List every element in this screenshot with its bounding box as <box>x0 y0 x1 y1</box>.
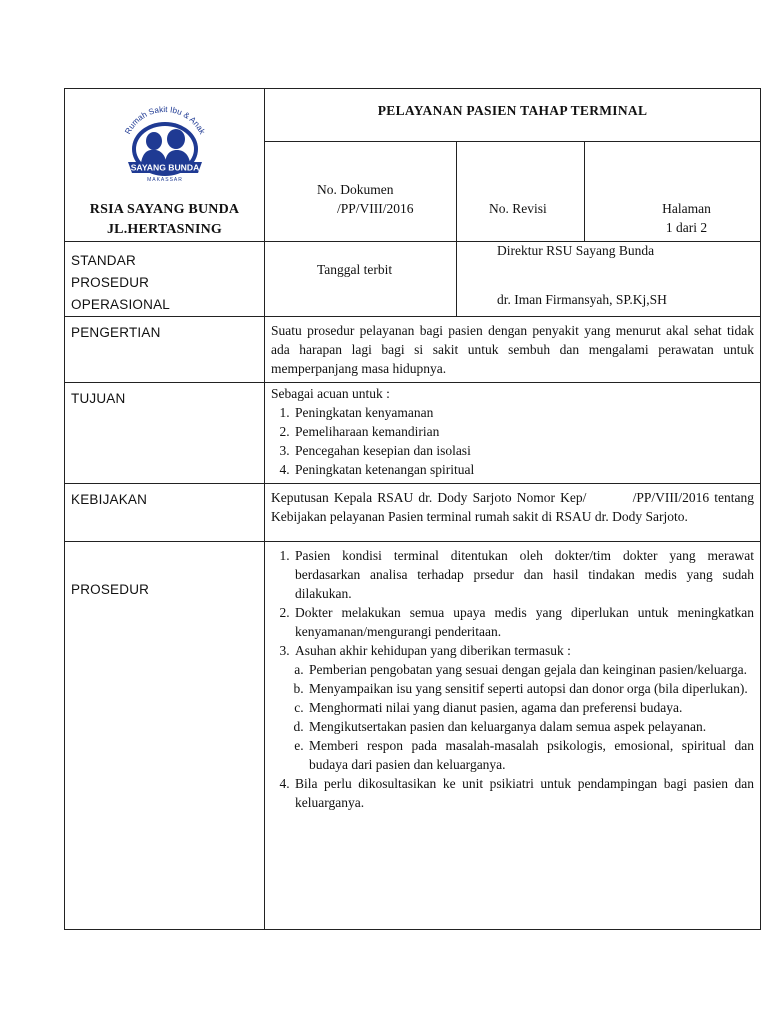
mother-child-logo-icon <box>116 105 214 189</box>
document-number-cell <box>265 142 457 242</box>
sop-document <box>64 88 760 930</box>
list-item <box>293 641 754 774</box>
list-item: 4. Peningkatan ketenangan spiritual <box>293 460 754 479</box>
list-item: 1. Peningkatan kenyamanan <box>293 403 754 422</box>
prosedur-label-cell <box>65 542 265 930</box>
list-item: b. Menyampaikan isu yang sensitif seperti autopsi dan donor orga (bila diperlukan). <box>307 679 754 698</box>
director-title: Direktur RSU Sayang Bunda <box>497 243 655 258</box>
logo-top-text: Rumah Sakit Ibu & Anak <box>122 105 207 136</box>
list-item: 2. Dokter melakukan semua upaya medis yang diperlukan untuk meningkatkan kenyamanan/mengurangi penderitaan. <box>293 603 754 641</box>
kebijakan-text: Keputusan Kepala RSAU dr. Dody Sarjoto Nomor Kep/ /PP/VIII/2016 tentang Kebijakan pelayanan Pasien terminal rumah sakit di RSAU dr. Dody Sarjoto. <box>265 484 761 542</box>
director-cell <box>457 242 761 317</box>
list-item: c. Menghormati nilai yang dianut pasien, agama dan preferensi budaya. <box>307 698 754 717</box>
sop-table <box>64 88 761 930</box>
hospital-header-cell <box>65 89 265 242</box>
tujuan-intro: Sebagai acuan untuk : <box>271 386 390 401</box>
pengertian-label: PENGERTIAN <box>65 317 265 383</box>
list-item: 2. Pemeliharaan kemandirian <box>293 422 754 441</box>
page-value: 1 dari 2 <box>665 220 708 235</box>
page-cell <box>585 142 761 242</box>
document-number-value: /PP/VIII/2016 <box>337 201 414 216</box>
sop-label-3: OPERASIONAL <box>71 297 170 312</box>
logo-bottom-text: MAKASSAR <box>146 177 183 183</box>
page-label: Halaman <box>662 201 711 216</box>
revision-label: No. Revisi <box>489 201 547 216</box>
pengertian-text: Suatu prosedur pelayanan bagi pasien dengan penyakit yang menurut akal sehat tidak ada harapan lagi bagi si sakit untuk sembuh dan mengalami perawatan untuk memperpanjang masa hidupnya. <box>265 317 761 383</box>
document-number-label: No. Dokumen <box>317 182 394 197</box>
list-item: d. Mengikutsertakan pasien dan keluarganya dalam semua aspek pelayanan. <box>307 717 754 736</box>
logo-brand-text: SAYANG BUNDA <box>130 162 199 173</box>
sop-label-cell <box>65 242 265 317</box>
revision-cell <box>457 142 585 242</box>
list-item: a. Pemberian pengobatan yang sesuai dengan gejala dan keinginan pasien/keluarga. <box>307 660 754 679</box>
tujuan-label: TUJUAN <box>65 383 265 484</box>
director-name: dr. Iman Firmansyah, SP.Kj,SH <box>497 292 667 307</box>
kebijakan-label: KEBIJAKAN <box>65 484 265 542</box>
prosedur-label: PROSEDUR <box>71 582 150 597</box>
tujuan-list <box>271 403 754 479</box>
list-item: e. Memberi respon pada masalah-masalah psikologis, emosional, spiritual dan budaya dari pasien dan keluarganya. <box>307 736 754 774</box>
document-title: PELAYANAN PASIEN TAHAP TERMINAL <box>265 89 761 142</box>
prosedur-sublist <box>291 660 754 774</box>
prosedur-list <box>271 546 754 812</box>
tujuan-content <box>265 383 761 484</box>
prosedur-content <box>265 542 761 930</box>
prosedur-item3-text: Asuhan akhir kehidupan yang diberikan termasuk : <box>295 643 571 658</box>
sop-label-1: STANDAR <box>71 253 136 268</box>
list-item: 4. Bila perlu dikosultasikan ke unit psikiatri untuk pendampingan bagi pasien dan keluarganya. <box>293 774 754 812</box>
list-item: 1. Pasien kondisi terminal ditentukan oleh dokter/tim dokter yang merawat berdasarkan analisa terhadap prsedur dan hasil tindakan medis yang sudah dilakukan. <box>293 546 754 603</box>
list-item: 3. Pencegahan kesepian dan isolasi <box>293 441 754 460</box>
hospital-name: RSIA SAYANG BUNDA <box>89 202 240 217</box>
sop-label-2: PROSEDUR <box>71 275 150 290</box>
issue-date-label: Tanggal terbit <box>317 262 393 277</box>
issue-date-cell <box>265 242 457 317</box>
hospital-address: JL.HERTASNING <box>106 222 223 237</box>
